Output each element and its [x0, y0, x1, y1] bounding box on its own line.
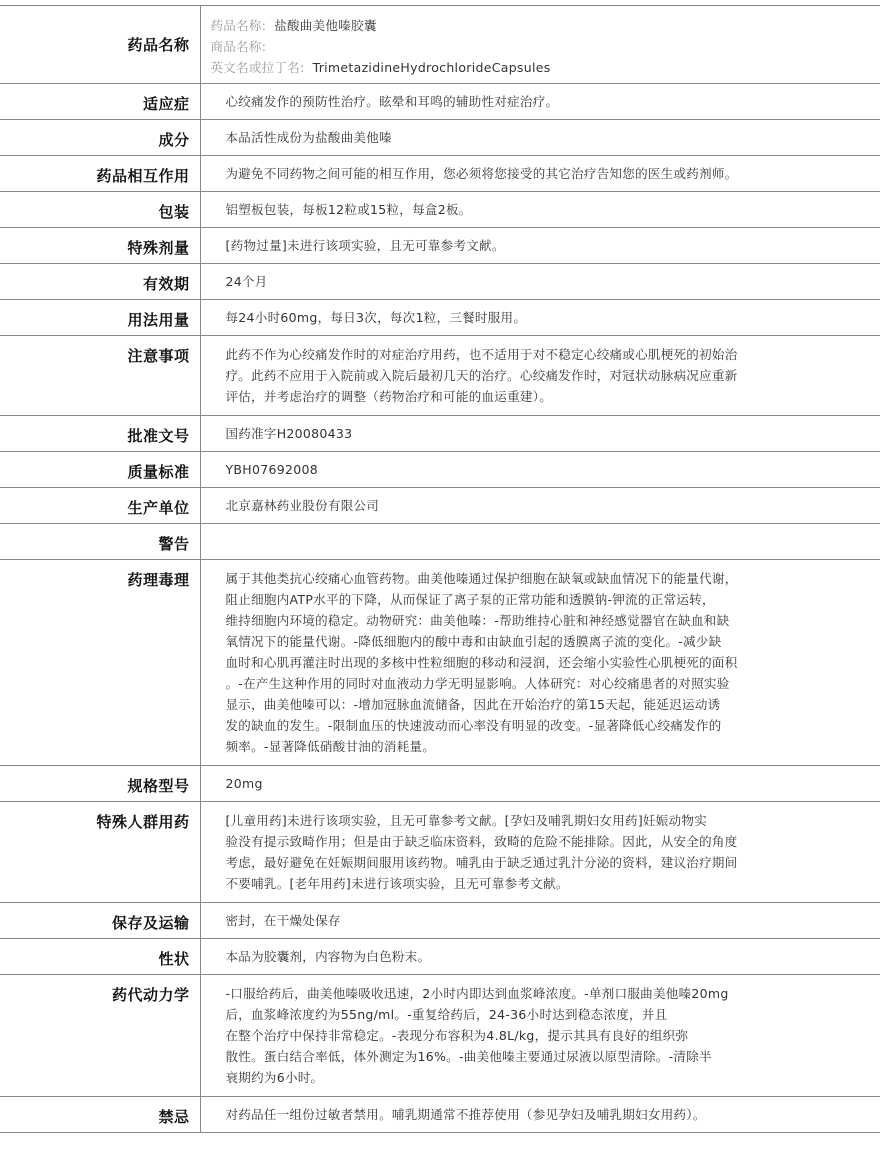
table-row	[0, 939, 880, 975]
generic-name-label: 药品名称:	[210, 18, 267, 33]
row-drug-name	[0, 6, 880, 84]
value-line: [药物过量]未进行该项实验，且无可靠参考文献。	[225, 238, 505, 253]
row-label: 批准文号	[0, 416, 200, 452]
table-row	[0, 560, 880, 766]
row-value	[200, 264, 880, 300]
trade-name-label: 商品名称:	[210, 39, 267, 54]
value-line: 评估，并考虑治疗的调整（药物治疗和可能的血运重建）。	[225, 389, 553, 404]
value-line: 验没有提示致畸作用；但是由于缺乏临床资料，致畸的危险不能排除。因此，从安全的角度	[225, 834, 738, 849]
row-value	[200, 975, 880, 1097]
value-line: [儿童用药]未进行该项实验，且无可靠参考文献。[孕妇及哺乳期妇女用药]妊娠动物实	[225, 813, 708, 828]
row-value	[200, 336, 880, 416]
row-value	[200, 300, 880, 336]
value-line: -口服给药后，曲美他嗪吸收迅速，2小时内即达到血浆峰浓度。-单剂口服曲美他嗪20mg	[225, 986, 729, 1001]
row-value	[200, 416, 880, 452]
row-label: 生产单位	[0, 488, 200, 524]
row-value	[200, 488, 880, 524]
value-line: 心绞痛发作的预防性治疗。眩晕和耳鸣的辅助性对症治疗。	[225, 94, 559, 109]
value-line: 发的缺血的发生。-限制血压的快速波动而心率没有明显的改变。-显著降低心绞痛发作的	[225, 718, 722, 733]
row-value	[200, 192, 880, 228]
value-line: 属于其他类抗心绞痛心血管药物。曲美他嗪通过保护细胞在缺氧或缺血情况下的能量代谢，	[225, 571, 738, 586]
row-value	[200, 156, 880, 192]
value-line: 每24小时60mg，每日3次，每次1粒，三餐时服用。	[225, 310, 527, 325]
value-line: 24个月	[225, 274, 268, 289]
english-name-value: TrimetazidineHydrochlorideCapsules	[312, 60, 551, 75]
row-label: 警告	[0, 524, 200, 560]
row-label: 适应症	[0, 84, 200, 120]
row-label: 特殊人群用药	[0, 802, 200, 903]
row-value	[200, 903, 880, 939]
row-label: 药理毒理	[0, 560, 200, 766]
row-label: 有效期	[0, 264, 200, 300]
value-line: 维持细胞内环境的稳定。动物研究：曲美他嗪：-帮助维持心脏和神经感觉器官在缺血和缺	[225, 613, 730, 628]
row-value	[200, 1097, 880, 1133]
row-label: 禁忌	[0, 1097, 200, 1133]
value-line: 国药准字H20080433	[225, 426, 353, 441]
english-name-label: 英文名或拉丁名:	[210, 60, 305, 75]
value-line: 对药品任一组份过敏者禁用。哺乳期通常不推荐使用（参见孕妇及哺乳期妇女用药）。	[225, 1107, 706, 1122]
value-line: 本品为胶囊剂，内容物为白色粉末。	[225, 949, 431, 964]
table-row	[0, 336, 880, 416]
value-line: 散性。蛋白结合率低，体外测定为16%。-曲美他嗪主要通过尿液以原型清除。-清除半	[225, 1049, 712, 1064]
table-row	[0, 300, 880, 336]
trade-name-line	[211, 36, 791, 57]
table-row	[0, 524, 880, 560]
value-line: 密封，在干燥处保存	[225, 913, 341, 928]
table-row	[0, 766, 880, 802]
row-value	[200, 6, 880, 84]
generic-name-value: 盐酸曲美他嗪胶囊	[274, 18, 377, 33]
table-row	[0, 84, 880, 120]
row-label: 用法用量	[0, 300, 200, 336]
value-line: 疗。此药不应用于入院前或入院后最初几天的治疗。心绞痛发作时，对冠状动脉病况应重新	[225, 368, 738, 383]
table-row	[0, 452, 880, 488]
row-value	[200, 802, 880, 903]
value-line: 铝塑板包装，每板12粒或15粒，每盒2板。	[225, 202, 472, 217]
row-label: 保存及运输	[0, 903, 200, 939]
row-value	[200, 228, 880, 264]
table-row	[0, 120, 880, 156]
value-line: 不要哺乳。[老年用药]未进行该项实验，且无可靠参考文献。	[225, 876, 569, 891]
row-value	[200, 524, 880, 560]
table-row	[0, 156, 880, 192]
value-line: 后，血浆峰浓度约为55ng/ml。-重复给药后，24-36小时达到稳态浓度，并且	[225, 1007, 668, 1022]
row-label: 成分	[0, 120, 200, 156]
value-line: 衰期约为6小时。	[225, 1070, 324, 1085]
row-value	[200, 452, 880, 488]
row-label: 包装	[0, 192, 200, 228]
table-row	[0, 903, 880, 939]
row-value	[200, 120, 880, 156]
value-line: 为避免不同药物之间可能的相互作用，您必须将您接受的其它治疗告知您的医生或药剂师。	[225, 166, 738, 181]
row-value	[200, 766, 880, 802]
value-line: 血时和心肌再灌注时出现的多核中性粒细胞的移动和浸润，还会缩小实验性心肌梗死的面积	[225, 655, 738, 670]
value-line: 氧情况下的能量代谢。-降低细胞内的酸中毒和由缺血引起的透膜离子流的变化。-减少缺	[225, 634, 722, 649]
value-line: 。-在产生这种作用的同时对血液动力学无明显影响。人体研究：对心绞痛患者的对照实验	[225, 676, 730, 691]
row-label: 药代动力学	[0, 975, 200, 1097]
row-label: 质量标准	[0, 452, 200, 488]
value-line: 本品活性成份为盐酸曲美他嗪	[225, 130, 392, 145]
row-value	[200, 939, 880, 975]
table-row	[0, 228, 880, 264]
row-label: 规格型号	[0, 766, 200, 802]
row-label: 特殊剂量	[0, 228, 200, 264]
value-line: 在整个治疗中保持非常稳定。-表现分布容积为4.8L/kg，提示其具有良好的组织弥	[225, 1028, 689, 1043]
value-line	[226, 531, 791, 552]
row-value	[200, 84, 880, 120]
value-line: 显示，曲美他嗪可以：-增加冠脉血流储备，因此在开始治疗的第15天起，能延迟运动诱	[225, 697, 721, 712]
table-row	[0, 975, 880, 1097]
row-value	[200, 560, 880, 766]
value-line: 此药不作为心绞痛发作时的对症治疗用药，也不适用于对不稳定心绞痛或心肌梗死的初始治	[225, 347, 738, 362]
value-line: 频率。-显著降低硝酸甘油的消耗量。	[225, 739, 436, 754]
drug-info-table	[0, 5, 880, 1133]
table-row	[0, 1097, 880, 1133]
row-label: 性状	[0, 939, 200, 975]
value-line: 考虑，最好避免在妊娠期间服用该药物。哺乳由于缺乏通过乳汁分泌的资料，建议治疗期间	[225, 855, 738, 870]
row-label: 药品名称	[0, 6, 200, 84]
drug-info-sheet	[0, 5, 880, 1133]
value-line: 北京嘉林药业股份有限公司	[225, 498, 380, 513]
value-line: 20mg	[225, 776, 263, 791]
value-line: YBH07692008	[225, 462, 319, 477]
table-row	[0, 802, 880, 903]
table-row	[0, 488, 880, 524]
table-row	[0, 192, 880, 228]
english-name-line	[211, 57, 791, 78]
row-label: 注意事项	[0, 336, 200, 416]
value-line: 阻止细胞内ATP水平的下降，从而保证了离子泵的正常功能和透膜钠-钾流的正常运转，	[225, 592, 715, 607]
row-label: 药品相互作用	[0, 156, 200, 192]
table-row	[0, 264, 880, 300]
generic-name-line	[211, 15, 791, 36]
table-row	[0, 416, 880, 452]
